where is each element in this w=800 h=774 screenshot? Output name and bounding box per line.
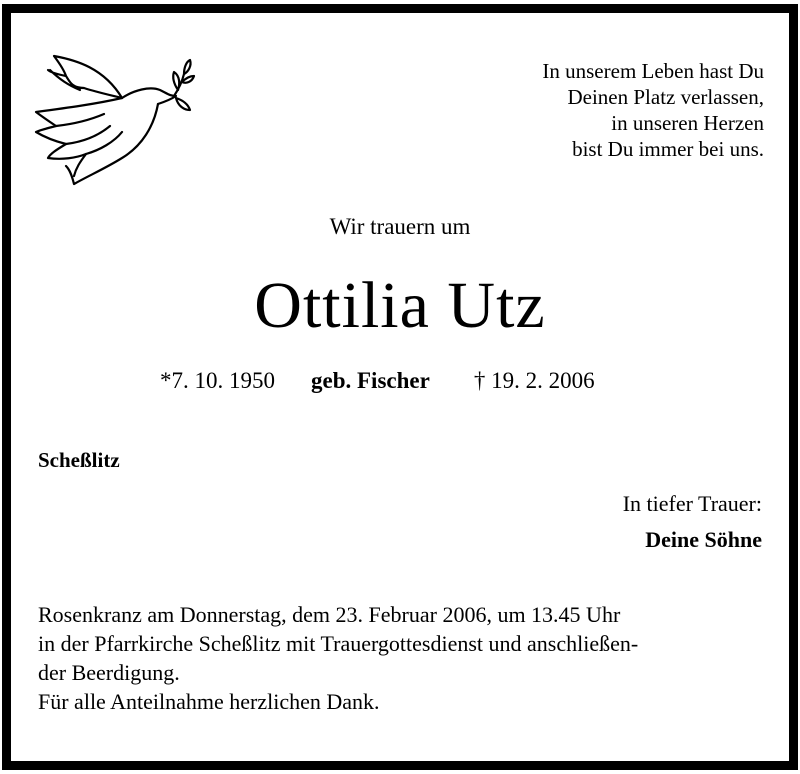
poem-line: Deinen Platz verlassen, <box>567 85 764 109</box>
notice-line: der Beerdigung. <box>38 660 180 685</box>
intro-text: Wir trauern um <box>329 214 471 239</box>
mourning-line: In tiefer Trauer: <box>622 491 762 516</box>
signers: Deine Söhne <box>645 527 762 552</box>
notice-line: in der Pfarrkirche Scheßlitz mit Trauergottesdienst und anschließen- <box>38 631 639 656</box>
mourners-block <box>623 486 762 558</box>
poem-line: In unserem Leben hast Du <box>542 59 764 83</box>
funeral-notice <box>38 600 764 716</box>
death-date: † 19. 2. 2006 <box>473 368 595 393</box>
notice-line: Für alle Anteilnahme herzlichen Dank. <box>38 689 380 714</box>
life-dates <box>160 368 595 394</box>
poem-line: in unseren Herzen <box>611 111 764 135</box>
maiden-name: geb. Fischer <box>311 368 430 393</box>
memorial-poem <box>542 58 764 162</box>
notice-line: Rosenkranz am Donnerstag, dem 23. Februar 2006, um 13.45 Uhr <box>38 602 621 627</box>
dove-icon <box>26 50 198 190</box>
birth-date: *7. 10. 1950 <box>160 368 275 393</box>
place-name: Scheßlitz <box>38 448 120 472</box>
poem-line: bist Du immer bei uns. <box>572 137 764 161</box>
deceased-name: Ottilia Utz <box>254 269 546 342</box>
